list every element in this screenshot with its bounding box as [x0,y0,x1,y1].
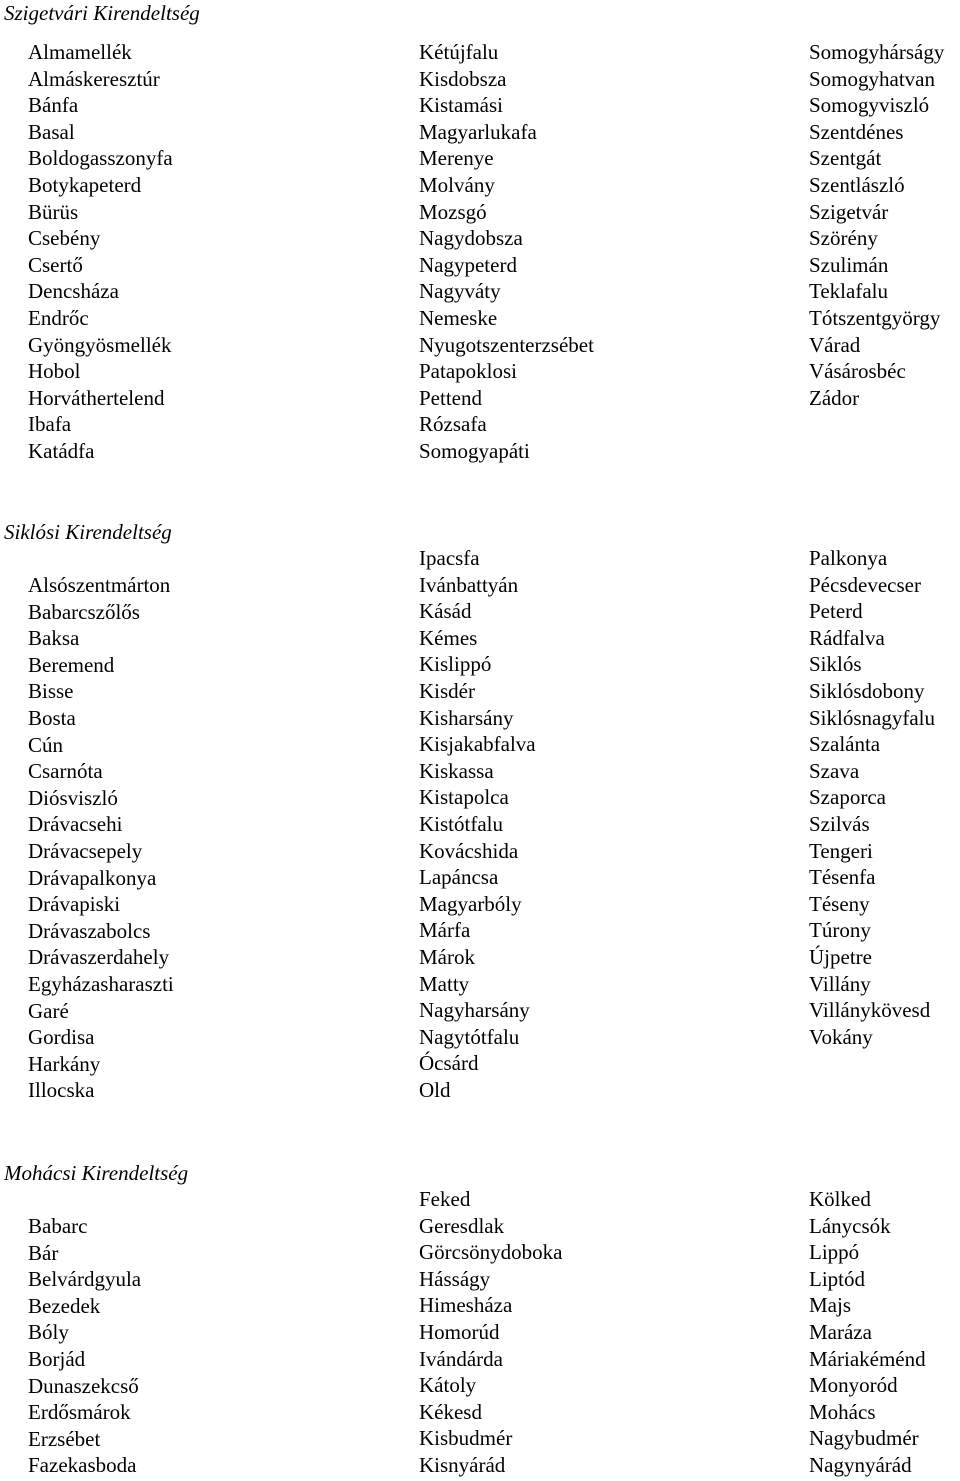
list-item: Pettend [419,385,482,410]
list-item: Görcsönydoboka [419,1240,563,1265]
list-item: Várad [809,332,861,357]
list-item: Kémes [419,625,478,650]
column-1 [28,39,173,465]
column-3 [809,39,944,411]
list-item: Geresdlak [419,1213,505,1238]
list-item: Peterd [809,599,863,624]
list-item: Bosta [28,705,76,730]
list-item: Vokány [809,1024,873,1049]
list-item: Túrony [809,918,871,943]
list-item: Márok [419,944,475,969]
list-item: Alsószentmárton [28,573,171,597]
list-item: Magyarlukafa [419,119,537,144]
list-item: Szigetvár [809,199,889,224]
list-item: Mozsgó [419,199,487,224]
column-3 [809,1186,926,1479]
list-item: Bürüs [28,199,79,224]
list-item: Old [419,1077,451,1102]
list-item: Szentdénes [809,119,904,144]
list-item: Bánfa [28,93,79,118]
list-item: Nagybudmér [809,1426,919,1451]
list-item: Dunaszekcső [28,1373,139,1398]
list-item: Rádfalva [809,625,885,650]
list-item: Nagyváty [419,279,501,304]
list-item: Szentlászló [809,172,905,197]
list-item: Belvárdgyula [28,1267,142,1292]
list-item: Liptód [809,1266,865,1291]
list-item: Kistamási [419,93,503,118]
list-item: Drávaszabolcs [28,918,151,943]
list-item: Boldogasszonyfa [28,146,173,171]
list-item: Siklósnagyfalu [809,705,935,730]
list-item: Nemeske [419,305,498,330]
list-item: Palkonya [809,546,888,570]
list-item: Kölked [809,1187,871,1211]
list-item: Nagyharsány [419,998,530,1023]
list-item: Kisdobsza [419,66,507,91]
column-3 [809,545,935,1050]
list-item: Szentgát [809,146,882,171]
list-item: Pécsdevecser [809,572,921,597]
list-item: Téseny [809,891,870,916]
list-item: Illocska [28,1078,95,1103]
list-item: Monyoród [809,1373,898,1398]
list-item: Horváthertelend [28,385,165,410]
list-item: Nagypeterd [419,252,517,277]
list-item: Basal [28,119,75,144]
list-item: Bóly [28,1320,69,1345]
list-item: Szaporca [809,785,886,810]
list-item: Nyugotszenterzsébet [419,332,594,357]
list-item: Matty [419,971,470,996]
list-item: Szulimán [809,252,889,277]
list-item: Tésenfa [809,865,876,890]
list-item: Kátoly [419,1373,477,1398]
list-item: Homorúd [419,1319,500,1344]
list-item: Erzsébet [28,1426,101,1451]
list-item: Villány [809,971,871,996]
list-item: Almáskeresztúr [28,66,160,91]
section-heading: Mohácsi Kirendeltség [4,1161,189,1185]
list-item: Ivánbattyán [419,572,519,597]
column-2 [419,545,536,1103]
list-item: Molvány [419,172,495,197]
list-item: Tótszentgyörgy [809,305,941,330]
list-item: Nagynyárád [809,1452,912,1477]
list-item: Mohács [809,1399,876,1424]
list-item: Kisharsány [419,705,514,730]
list-item: Hásságy [419,1266,491,1291]
list-item: Kislippó [419,652,492,677]
list-item: Katádfa [28,438,95,463]
list-item: Csarnóta [28,759,103,784]
list-item: Ócsárd [419,1051,479,1076]
list-item: Gordisa [28,1025,95,1050]
list-item: Kistótfalu [419,811,503,836]
list-item: Szörény [809,226,878,251]
list-item: Szalánta [809,732,881,757]
list-item: Drávapiski [28,892,121,917]
list-item: Diósviszló [28,785,118,810]
section-heading: Szigetvári Kirendeltség [4,1,200,25]
list-item: Feked [419,1187,471,1211]
list-item: Garé [28,998,69,1023]
list-item: Márfa [419,918,471,943]
list-item: Harkány [28,1051,101,1076]
list-item: Endrőc [28,305,89,330]
list-item: Merenye [419,146,494,171]
list-item: Dencsháza [28,279,119,304]
list-item: Borjád [28,1346,86,1371]
list-item: Babarc [28,1214,88,1238]
list-item: Somogyhatvan [809,66,935,91]
list-item: Drávaszerdahely [28,945,170,970]
list-item: Siklósdobony [809,678,925,703]
column-1 [28,1213,141,1479]
list-item: Kisdér [419,678,475,703]
list-item: Tengeri [809,838,873,863]
list-item: Drávacsepely [28,838,143,863]
column-2 [419,1186,562,1479]
list-item: Bezedek [28,1293,101,1318]
list-item: Villánykövesd [809,998,931,1023]
list-item: Kisnyárád [419,1452,506,1477]
list-item: Máriakéménd [809,1346,926,1371]
list-item: Ivándárda [419,1346,503,1371]
column-1 [28,572,174,1104]
list-item: Kékesd [419,1399,482,1424]
list-item: Botykapeterd [28,172,142,197]
list-item: Újpetre [809,944,872,969]
list-item: Nagydobsza [419,226,523,251]
list-item: Lapáncsa [419,865,499,890]
list-item: Drávacsehi [28,812,123,837]
list-item: Zádor [809,385,860,410]
list-item: Kásád [419,599,472,624]
list-item: Siklós [809,652,862,677]
list-item: Fazekasboda [28,1453,137,1478]
list-item: Somogyapáti [419,438,530,463]
list-item: Kisbudmér [419,1426,513,1451]
list-item: Bár [28,1240,59,1265]
list-item: Hobol [28,359,81,384]
list-item: Ipacsfa [419,546,480,570]
list-item: Lánycsók [809,1213,891,1238]
list-item: Patapoklosi [419,359,517,384]
list-item: Somogyhárságy [809,40,945,64]
list-item: Kétújfalu [419,40,499,64]
list-item: Rózsafa [419,412,487,437]
list-item: Erdősmárok [28,1400,131,1425]
list-item: Teklafalu [809,279,888,304]
list-item: Babarcszőlős [28,599,140,624]
list-item: Nagytótfalu [419,1024,520,1049]
list-item: Kovácshida [419,838,519,863]
list-item: Magyarbóly [419,891,522,916]
column-2 [419,39,594,465]
list-item: Beremend [28,652,115,677]
list-item: Bisse [28,679,74,704]
list-item: Szava [809,758,860,783]
list-item: Maráza [809,1319,872,1344]
list-item: Szilvás [809,811,870,836]
list-item: Gyöngyösmellék [28,332,172,357]
list-item: Somogyviszló [809,93,930,118]
list-item: Ibafa [28,412,72,437]
list-item: Himesháza [419,1293,513,1318]
list-item: Drávapalkonya [28,865,157,890]
list-item: Kisjakabfalva [419,732,536,757]
section-heading: Siklósi Kirendeltség [4,520,172,544]
list-item: Vásárosbéc [809,359,906,384]
list-item: Lippó [809,1240,860,1265]
list-item: Csebény [28,226,101,251]
list-item: Majs [809,1293,851,1318]
list-item: Baksa [28,626,80,651]
list-item: Csertő [28,252,83,277]
list-item: Almamellék [28,40,132,64]
list-item: Kistapolca [419,785,509,810]
list-item: Egyházasharaszti [28,971,174,996]
list-item: Cún [28,732,64,757]
list-item: Kiskassa [419,758,494,783]
